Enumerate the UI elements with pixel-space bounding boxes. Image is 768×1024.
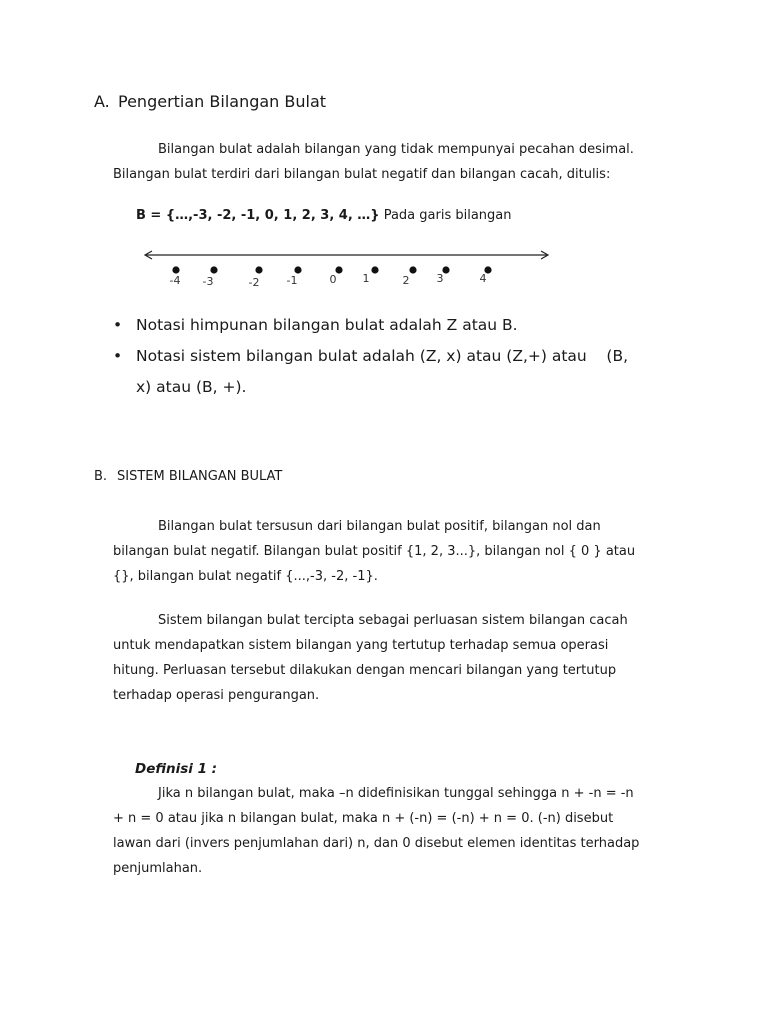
paragraph-line: terhadap operasi pengurangan. bbox=[113, 688, 320, 703]
number-line-point bbox=[172, 266, 179, 273]
set-notation-caption: Pada garis bilangan bbox=[379, 208, 512, 223]
number-line-label: -4 bbox=[169, 274, 181, 287]
set-notation-bold: B = {…,-3, -2, -1, 0, 1, 2, 3, 4, …} bbox=[136, 208, 380, 223]
paragraph-line: Bilangan bulat tersusun dari bilangan bulat positif, bilangan nol dan bbox=[158, 519, 601, 534]
number-line-label: -1 bbox=[286, 274, 298, 287]
number-line-label: 0 bbox=[329, 273, 337, 286]
bullet-icon: • bbox=[113, 347, 123, 365]
section-b-paragraph-1 bbox=[113, 514, 677, 589]
paragraph-line: + n = 0 atau jika n bilangan bulat, maka n + (-n) = (-n) + n = 0. (-n) disebut bbox=[113, 811, 614, 826]
paragraph-line: {}, bilangan bulat negatif {...,-3, -2, -1}. bbox=[113, 569, 378, 584]
paragraph-line: lawan dari (invers penjumlahan dari) n, dan 0 disebut elemen identitas terhadap bbox=[113, 836, 640, 851]
section-b-title: SISTEM BILANGAN BULAT bbox=[117, 469, 283, 484]
paragraph-line: untuk mendapatkan sistem bilangan yang tertutup terhadap semua operasi bbox=[113, 638, 609, 653]
number-line-point bbox=[255, 266, 262, 273]
paragraph-line: Bilangan bulat terdiri dari bilangan bulat negatif dan bilangan cacah, ditulis: bbox=[113, 167, 611, 182]
bullet-item-continuation: x) atau (B, +). bbox=[136, 378, 247, 396]
number-line-label: 3 bbox=[436, 272, 444, 285]
section-b-heading bbox=[94, 469, 282, 484]
section-a-title: Pengertian Bilangan Bulat bbox=[118, 92, 327, 111]
section-a-letter: A. bbox=[94, 92, 110, 111]
bullet-item: • Notasi himpunan bilangan bulat adalah Z atau B. bbox=[113, 310, 685, 341]
section-b-paragraph-2 bbox=[113, 608, 677, 708]
number-line-label: -3 bbox=[202, 275, 214, 288]
number-line-label: -2 bbox=[248, 276, 260, 289]
paragraph-line: hitung. Perluasan tersebut dilakukan dengan mencari bilangan yang tertutup bbox=[113, 663, 617, 678]
section-b-letter: B. bbox=[94, 469, 108, 484]
number-line bbox=[0, 0, 768, 300]
bullet-item: • Notasi sistem bilangan bulat adalah (Z, x) atau (Z,+) atau (B, bbox=[113, 341, 685, 372]
number-line-point bbox=[409, 266, 416, 273]
number-line-label: 1 bbox=[362, 272, 370, 285]
bullet-icon: • bbox=[113, 316, 123, 334]
number-line-point bbox=[294, 266, 301, 273]
definition-title: Definisi 1 : bbox=[135, 761, 218, 777]
paragraph-line: Bilangan bulat adalah bilangan yang tidak mempunyai pecahan desimal. bbox=[158, 142, 634, 157]
notation-bullets bbox=[113, 310, 685, 403]
number-line-label: 2 bbox=[402, 274, 410, 287]
number-line-point bbox=[210, 266, 217, 273]
paragraph-line: penjumlahan. bbox=[113, 861, 203, 876]
paragraph-line: Jika n bilangan bulat, maka –n didefinisikan tunggal sehingga n + -n = -n bbox=[158, 786, 634, 801]
definition-paragraph bbox=[113, 781, 677, 881]
number-line-label: 4 bbox=[479, 272, 487, 285]
paragraph-line: bilangan bulat negatif. Bilangan bulat positif {1, 2, 3...}, bilangan nol { 0 } atau bbox=[113, 544, 636, 559]
number-line-point bbox=[371, 266, 378, 273]
paragraph-line: Sistem bilangan bulat tercipta sebagai perluasan sistem bilangan cacah bbox=[158, 613, 628, 628]
